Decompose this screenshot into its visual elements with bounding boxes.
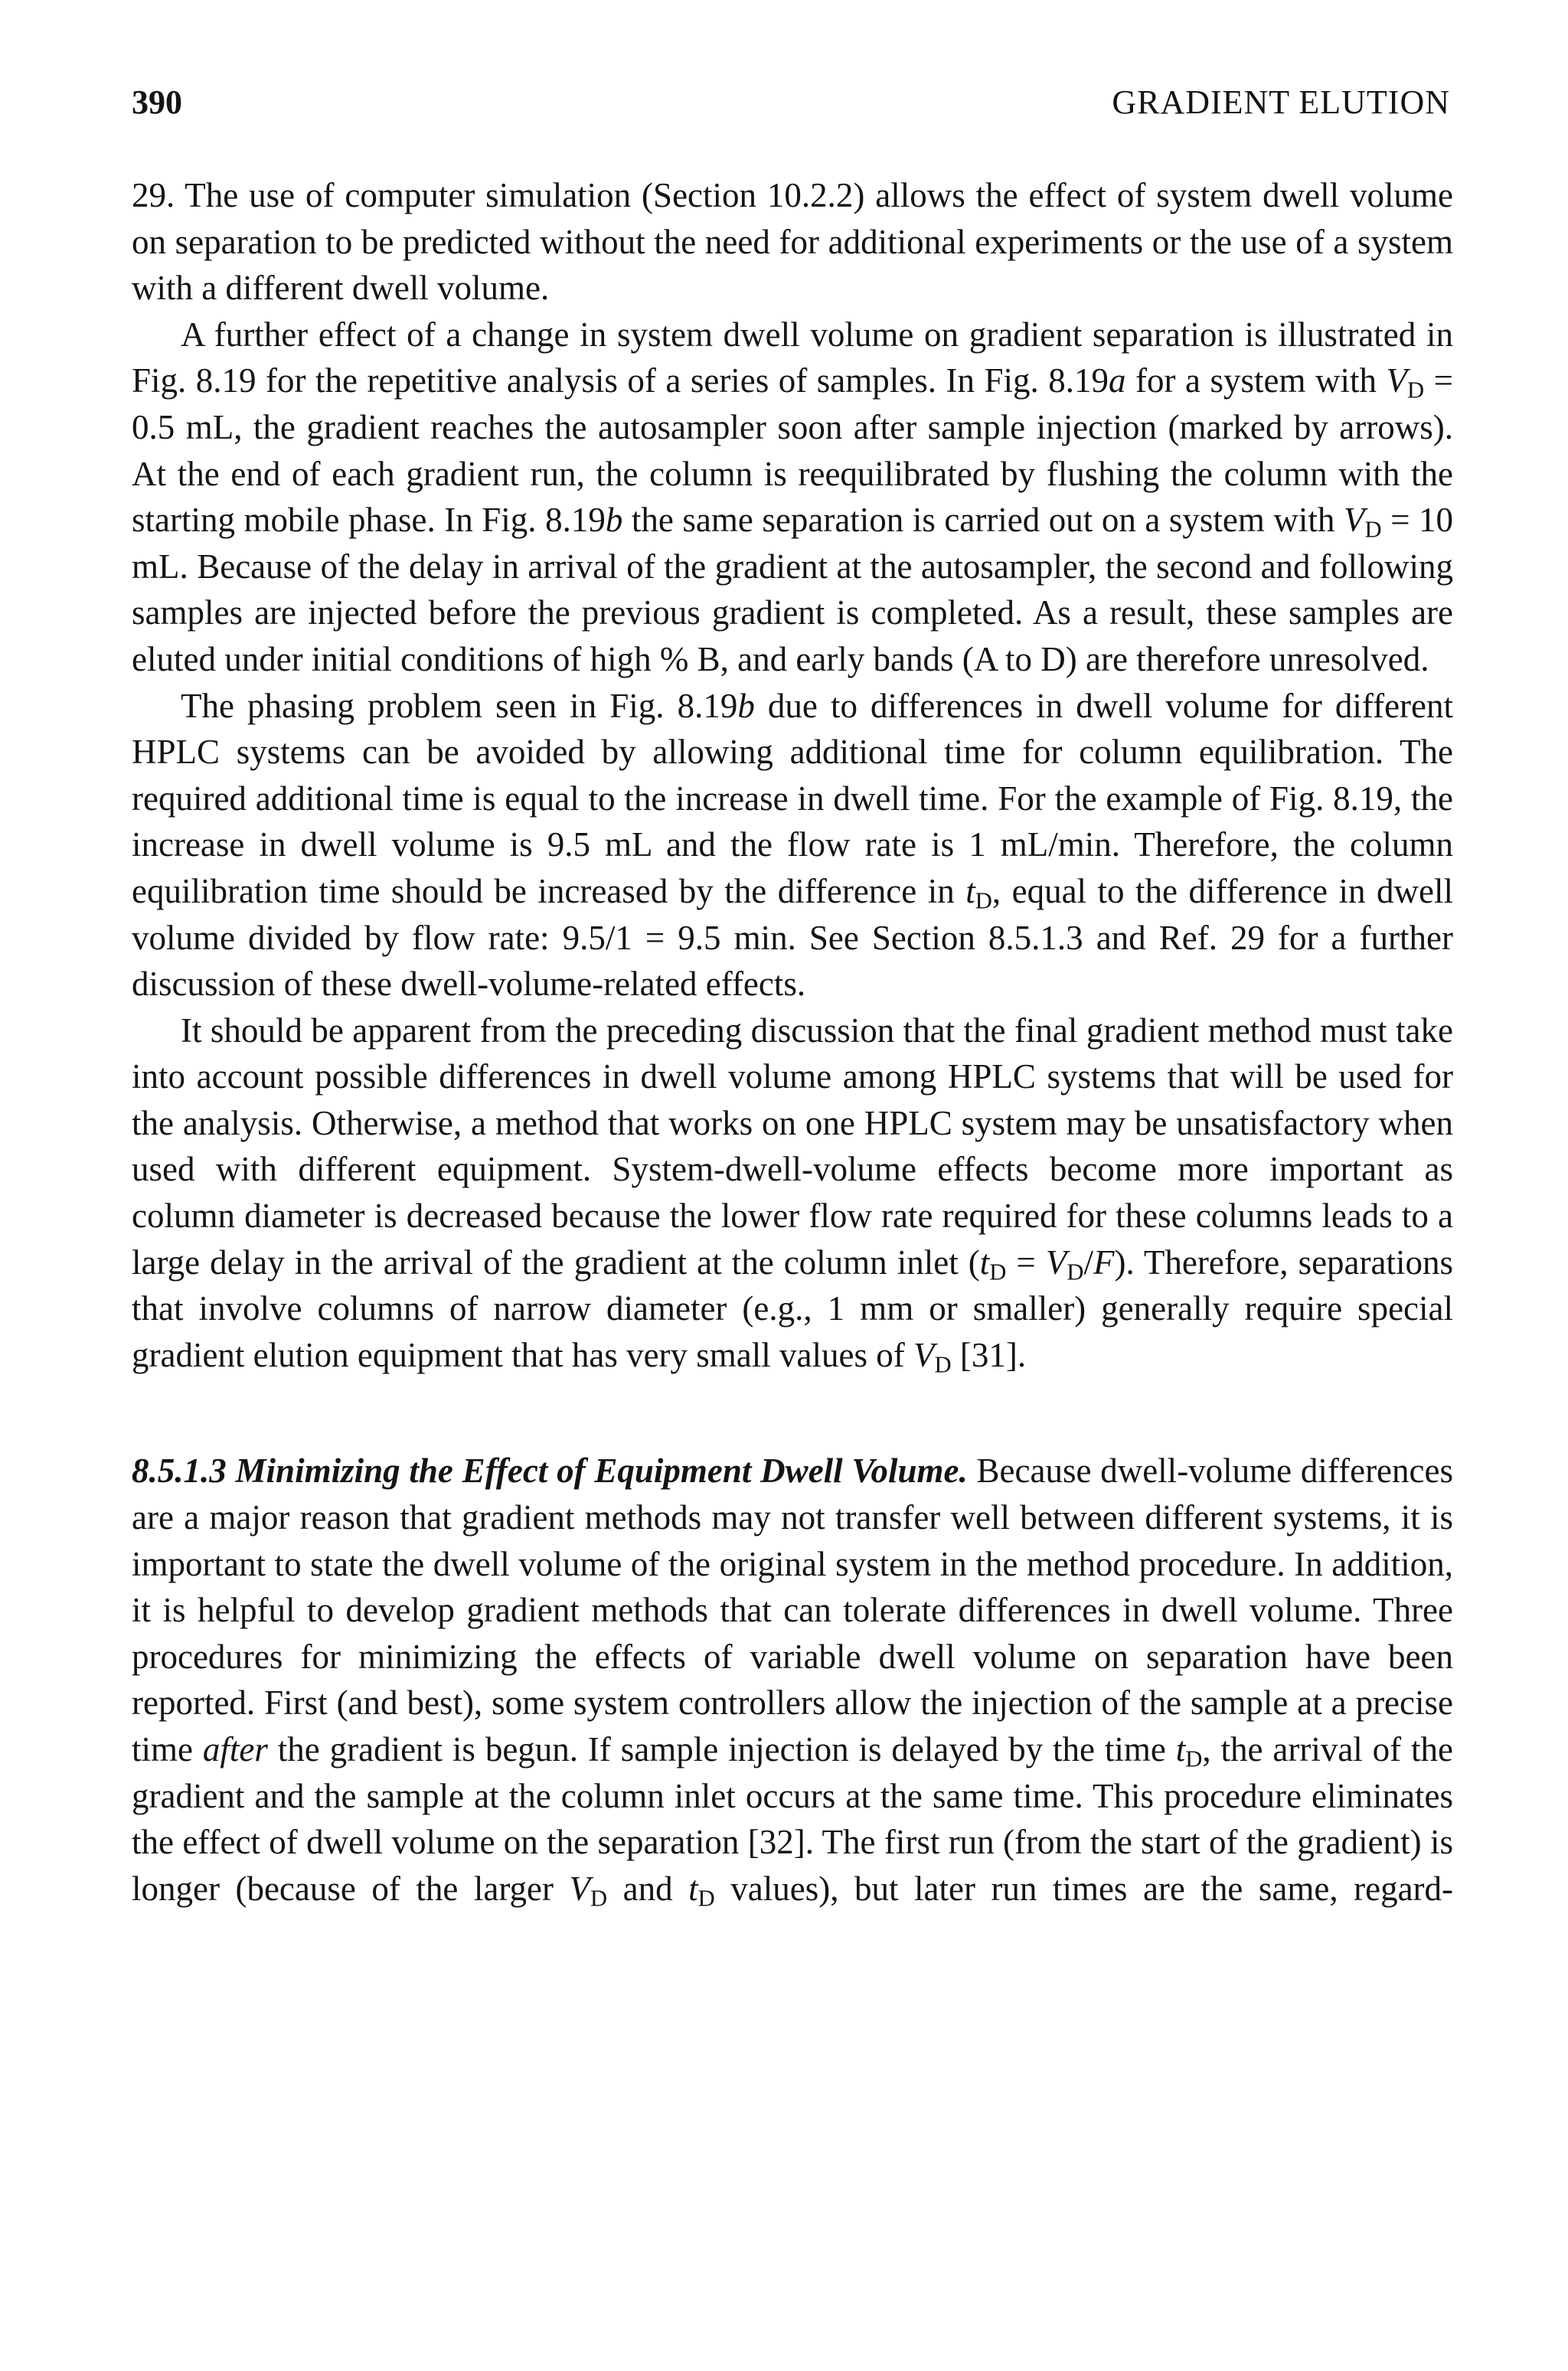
paragraph-dwell-volume-effect: A further effect of a change in system dwell volume on gradient separation is illustrated in Fig. 8.19 for the repetitive analysis of a series of samples. In Fig. 8.19a for a system with $V_D = 0.5$ mL, the gradient reaches the autosampler soon after sample injection (marked by arrows). At the end of each gradient run, the column is reequilibrated by flushing the column with the starting mobile phase. In Fig. 8.19b the same separation is carried out on a system with $V_D = 10$ mL. Because of the delay in arrival of the gradient at the autosampler, the second and following samples are injected before the previous gradient is completed. As a result, these samples are eluted under initial conditions of high % B, and early bands (A to D) are therefore unresolved. [132,315,1453,678]
paragraph-phasing-problem: The phasing problem seen in Fig. 8.19b due to differences in dwell volume for different HPLC systems can be avoided by allowing additional time for column equilibration. The required additional time is equal to the increase in dwell time. For the example of Fig. 8.19, the increase in dwell volume is 9.5 mL and the flow rate is 1 mL/min. Therefore, the column equilibration time should be increased by the difference in $t_D$, equal to the difference in dwell volume divided by flow rate: 9.5/1 = 9.5 min. See Section 8.5.1.3 and Ref. 29 for a further discussion of these dwell-volume-related effects. [132,686,1454,1004]
page-number: 390 [132,83,182,121]
running-title: GRADIENT ELUTION [1112,83,1450,121]
paragraph-continued: 29. The use of computer simulation (Section 10.2.2) allows the effect of system dwell volume on separation to be predicted without the need for additional experiments or the use of a system with a different dwell volume. [132,176,1453,308]
paragraph-method-transfer: It should be apparent from the preceding discussion that the final gradient method must take into account possible differences in dwell volume among HPLC systems that will be used for the analysis. Otherwise, a method that works on one HPLC system may be unsatisfactory when used with different equipment. System-dwell-volume effects become more important as column diameter is decreased because the lower flow rate required for these columns leads to a large delay in the arrival of the gradient at the column inlet $(t_D = V_D/F)$. Therefore, separations that involve columns of narrow diameter (e.g., 1 mm or smaller) generally require special gradient elution equipment that has very small values of $V_D$ [31]. [132,1011,1453,1378]
running-head [132,83,1453,129]
body-text [132,172,1453,1912]
section-heading: 8.5.1.3 Minimizing the Effect of Equipment Dwell Volume. [132,1452,968,1491]
section-minimizing-dwell-volume: 8.5.1.3 Minimizing the Effect of Equipment Dwell Volume. Because dwell-volume differences are a major reason that gradient methods may not transfer well between different systems, it is important to state the dwell volume of the original system in the method procedure. In addition, it is helpful to develop gradient methods that can tolerate differences in dwell volume. Three procedures for minimizing the effects of variable dwell volume on separation have been reported. First (and best), some system controllers allow the injection of the sample at a precise time after the gradient is begun. If sample injection is delayed by the time $t_D$, the arrival of the gradient and the sample at the column inlet occurs at the same time. This procedure eliminates the effect of dwell volume on the separation [32]. The first run (from the start of the gradient) is longer (because of the larger $V_D$ and $t_D$ values), but later run times are the same, regard- [132,1452,1454,1912]
